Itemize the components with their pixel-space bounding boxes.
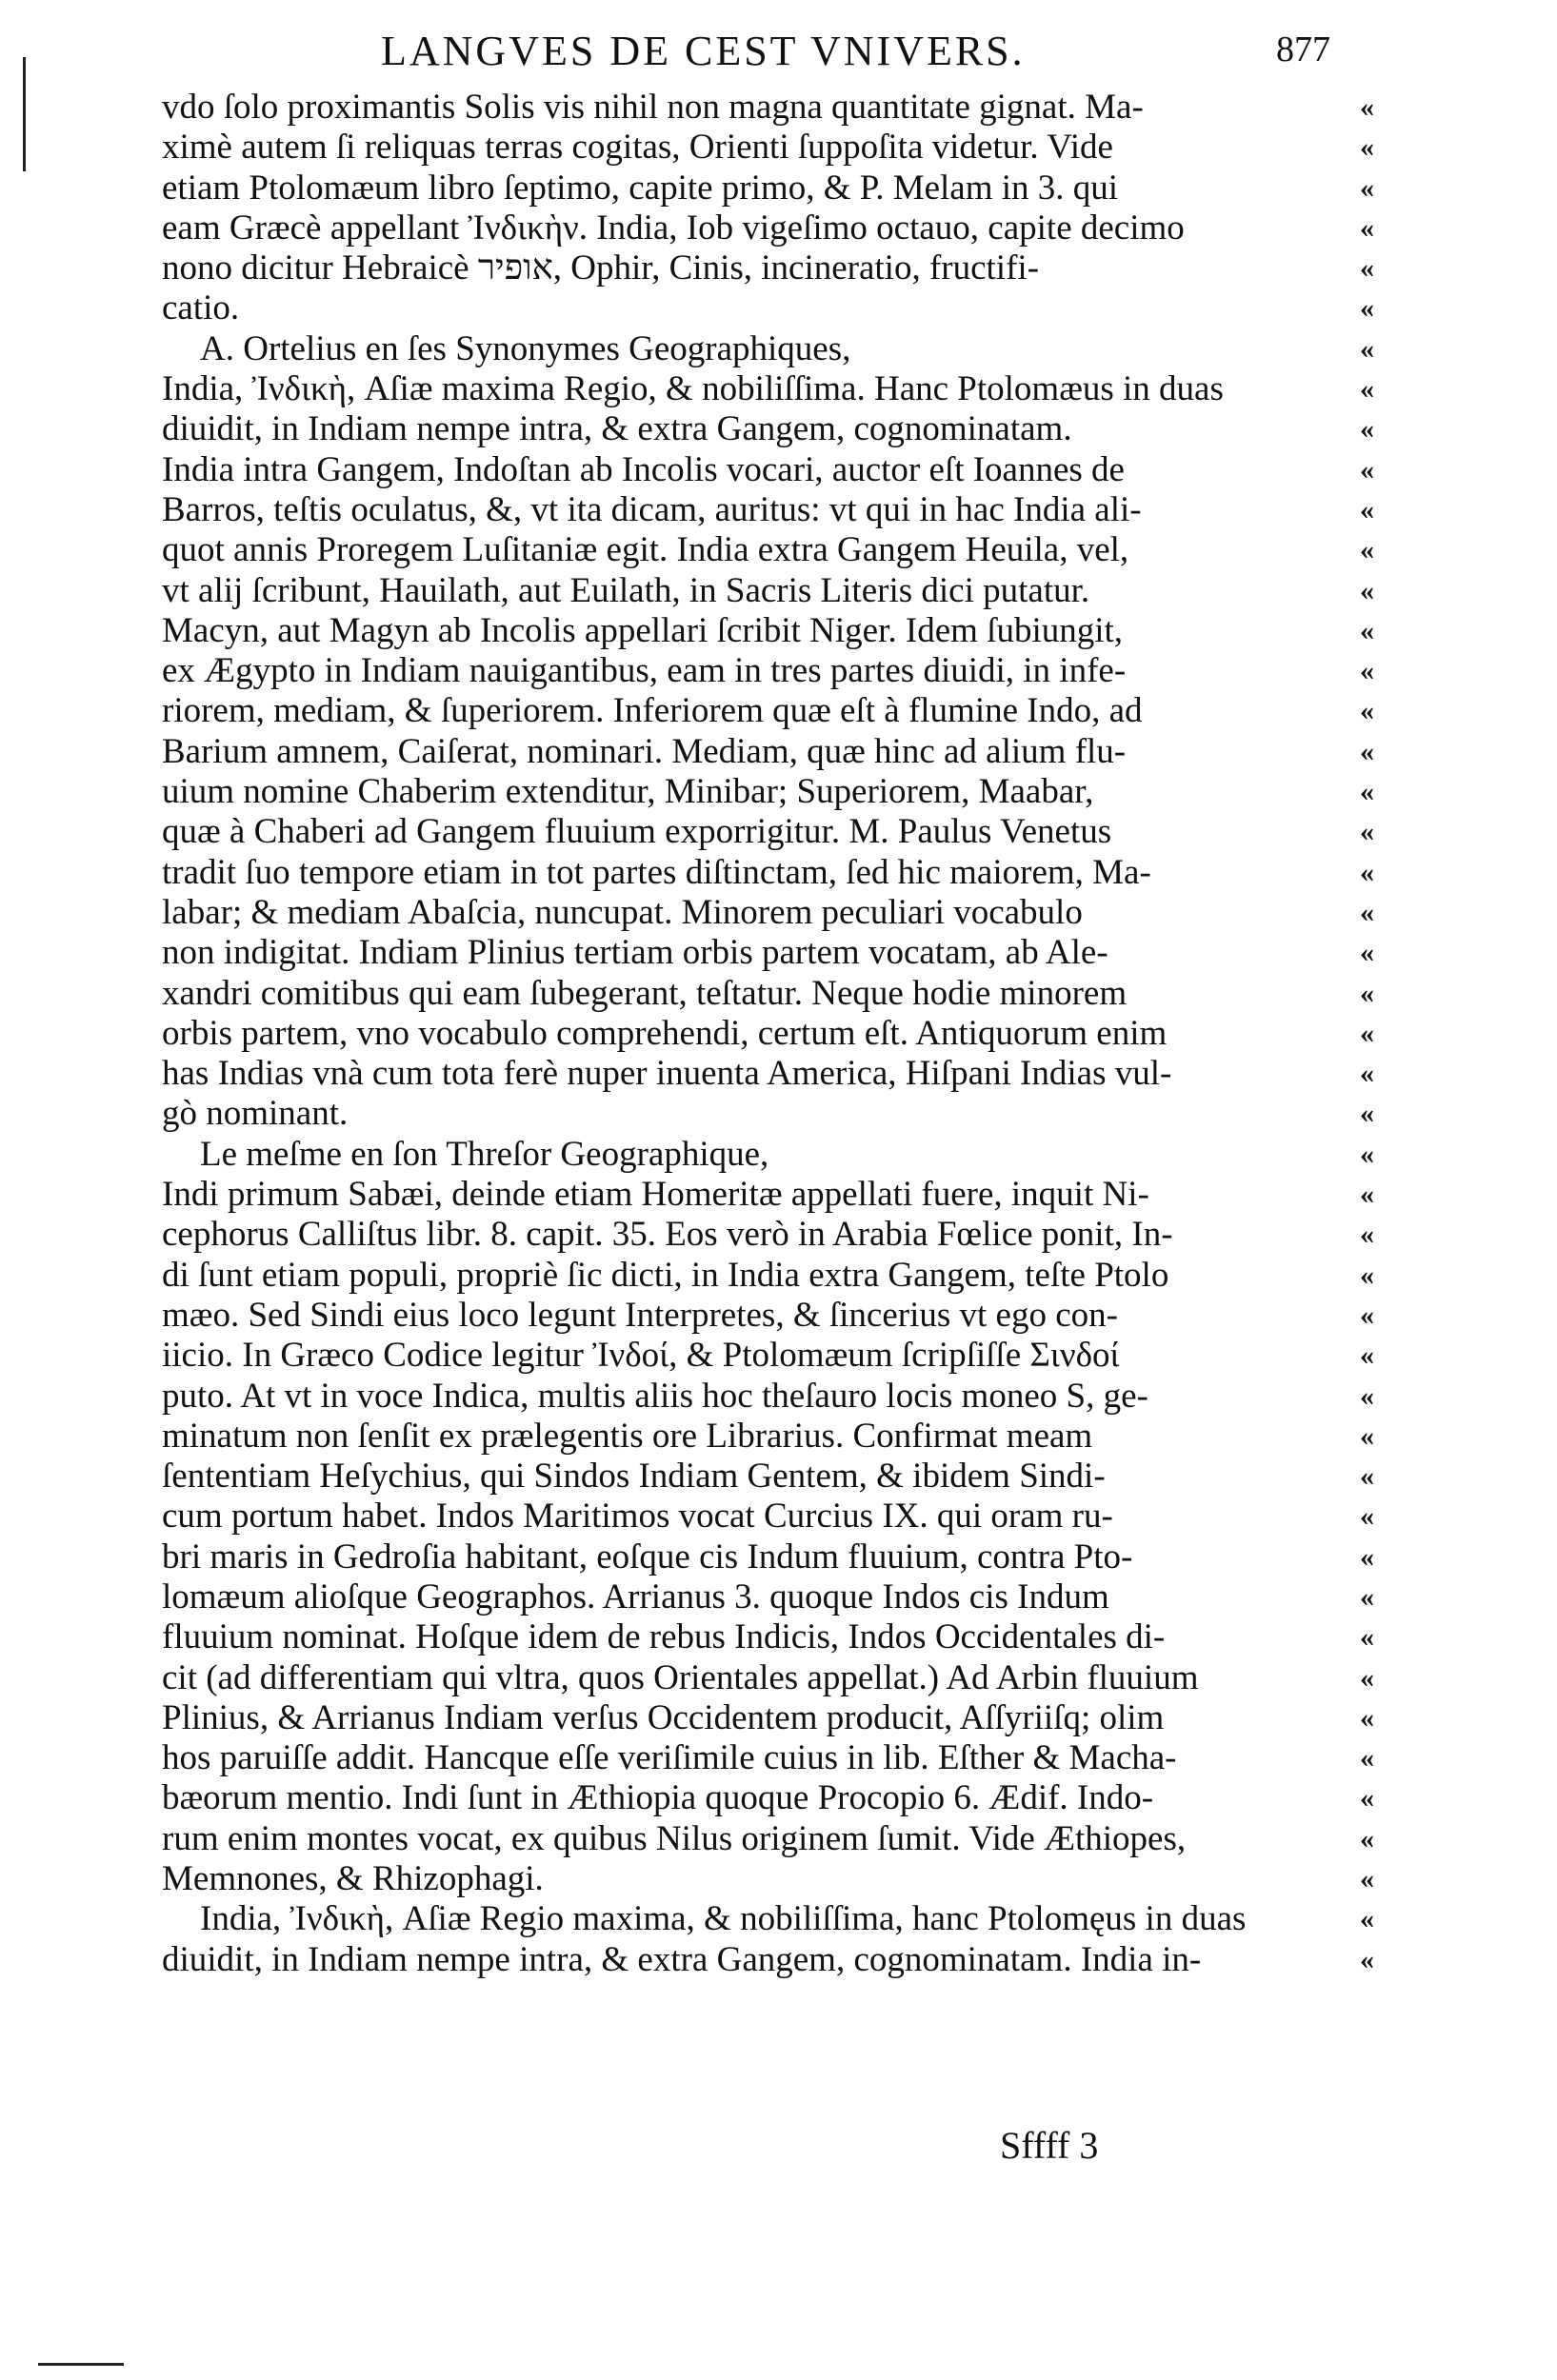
text-line: uium nomine Chaberim extenditur, Minibar; Superiorem, Maabar,	[162, 772, 1094, 812]
quote-mark: «	[1360, 1863, 1374, 1895]
text-line: minatum non ſenſit ex prælegentis ore Librarius. Confirmat meam	[162, 1416, 1093, 1456]
text-line: India, Ἰνδικὴ, Aſiæ maxima Regio, & nobiliſſima. Hanc Ptolomæus in duas	[162, 369, 1224, 409]
quote-mark: «	[1360, 413, 1374, 446]
text-line: vdo ſolo proximantis Solis vis nihil non magna quantitate gignat. Ma-	[162, 88, 1144, 127]
text-line: etiam Ptolomæum libro ſeptimo, capite primo, & P. Melam in 3. qui	[162, 168, 1119, 208]
quote-mark: «	[1360, 1701, 1374, 1734]
text-line: nono dicitur Hebraicè אופיר, Ophir, Cinis, incineratio, fructifi-	[162, 248, 1040, 288]
text-line: labar; & mediam Abaſcia, nuncupat. Minorem peculiari vocabulo	[162, 892, 1083, 932]
quote-mark: «	[1360, 1299, 1374, 1331]
body-text	[162, 88, 1352, 1980]
quote-mark: «	[1360, 131, 1374, 164]
text-line: eam Græcè appellant Ἰνδικὴν. India, Iob vigeſimo octauo, capite decimo	[162, 208, 1185, 248]
text-line: Plinius, & Arrianus Indiam verſus Occidentem producit, Aſſyriiſq; olim	[162, 1697, 1165, 1737]
text-line: iicio. In Græco Codice legitur Ἰνδοί, & Ptolomæum ſcripſiſſe Σινδοί	[162, 1336, 1120, 1376]
quote-mark: «	[1360, 1742, 1374, 1775]
text-line: orbis partem, vno vocabulo comprehendi, certum eſt. Antiquorum enim	[162, 1013, 1168, 1053]
text-line: cephorus Calliſtus libr. 8. capit. 35. Eos verò in Arabia Fœlice ponit, In-	[162, 1215, 1173, 1255]
text-line: quot annis Proregem Luſitaniæ egit. India extra Gangem Heuila, vel,	[162, 530, 1129, 570]
quote-mark: «	[1360, 816, 1374, 848]
quote-mark: «	[1360, 373, 1374, 406]
quote-mark: «	[1360, 1822, 1374, 1854]
text-line: Memnones, & Rhizophagi.	[162, 1859, 544, 1899]
text-line: hos paruiſſe addit. Hancque eſſe veriſimile cuius in lib. Eſther & Macha-	[162, 1738, 1177, 1778]
quote-mark: «	[1360, 534, 1374, 566]
text-line: rum enim montes vocat, ex quibus Nilus originem ſumit. Vide Æthiopes,	[162, 1818, 1187, 1858]
text-line: gò nominant.	[162, 1094, 349, 1134]
quote-mark: «	[1360, 896, 1374, 928]
quote-mark: «	[1360, 1621, 1374, 1654]
text-line: puto. At vt in voce Indica, multis aliis hoc theſauro locis moneo S, ge-	[162, 1376, 1148, 1416]
quote-mark: «	[1360, 1259, 1374, 1291]
text-line: non indigitat. Indiam Plinius tertiam orbis partem vocatam, ab Ale-	[162, 933, 1108, 973]
quote-mark: «	[1360, 776, 1374, 808]
text-line: tradit ſuo tempore etiam in tot partes diſtinctam, ſed hic maiorem, Ma-	[162, 852, 1151, 892]
quote-mark: «	[1360, 1058, 1374, 1090]
quote-mark: «	[1360, 91, 1374, 123]
text-line: Macyn, aut Magyn ab Incolis appellari ſcribit Niger. Idem ſubiungit,	[162, 610, 1124, 650]
quote-mark: «	[1360, 493, 1374, 526]
text-line: Indi primum Sabæi, deinde etiam Homeritæ appellati fuere, inquit Ni-	[162, 1175, 1149, 1215]
quote-mark: «	[1360, 574, 1374, 606]
quote-mark: «	[1360, 1782, 1374, 1815]
quote-mark: «	[1360, 1500, 1374, 1533]
quote-mark: «	[1360, 171, 1374, 204]
quote-mark: «	[1360, 1017, 1374, 1049]
text-line: ſententiam Heſychius, qui Sindos Indiam Gentem, & ibidem Sindi-	[162, 1457, 1106, 1497]
signature-mark: Sffff 3	[1000, 2124, 1099, 2167]
quote-mark: «	[1360, 1219, 1374, 1251]
section-heading: Le meſme en ſon Threſor Geographique,	[200, 1134, 769, 1174]
text-line: ex Ægypto in Indiam nauigantibus, eam in tres partes diuidi, in infe-	[162, 651, 1127, 691]
quote-mark: «	[1360, 453, 1374, 486]
quote-mark: «	[1360, 252, 1374, 285]
quote-mark: «	[1360, 211, 1374, 244]
text-line: fluuium nominat. Hoſque idem de rebus Indicis, Indos Occidentales di-	[162, 1617, 1166, 1657]
section-heading: A. Ortelius en ſes Synonymes Geographiques,	[200, 328, 851, 368]
quote-mark: «	[1360, 1661, 1374, 1694]
text-line: catio.	[162, 288, 240, 328]
text-line: diuidit, in Indiam nempe intra, & extra Gangem, cognominatam. India in-	[162, 1939, 1202, 1979]
text-line: bri maris in Gedroſia habitant, eoſque cis Indum fluuium, contra Pto-	[162, 1537, 1133, 1577]
text-line: India, Ἰνδικὴ, Aſiæ Regio maxima, & nobiliſſima, hanc Ptolomęus in duas	[200, 1899, 1247, 1939]
quote-mark: «	[1360, 1419, 1374, 1452]
text-line: ximè autem ſi reliquas terras cogitas, Orienti ſuppoſita videtur. Vide	[162, 128, 1113, 168]
text-line: di ſunt etiam populi, propriè ſic dicti, in India extra Gangem, teſte Ptolo	[162, 1255, 1169, 1295]
running-head: LANGVES DE CEST VNIVERS.	[381, 28, 1026, 74]
text-line: bæorum mentio. Indi ſunt in Æthiopia quoque Procopio 6. Ædif. Indo-	[162, 1778, 1154, 1818]
text-line: cit (ad differentiam qui vltra, quos Orientales appellat.) Ad Arbin fluuium	[162, 1657, 1199, 1697]
quote-mark: «	[1360, 1943, 1374, 1975]
quote-mark: «	[1360, 977, 1374, 1009]
left-margin-rule	[23, 57, 26, 171]
quote-mark: «	[1360, 1138, 1374, 1170]
text-line: xandri comitibus qui eam ſubegerant, teſtatur. Neque hodie minorem	[162, 973, 1128, 1013]
text-line: diuidit, in Indiam nempe intra, & extra Gangem, cognominatam.	[162, 409, 1072, 449]
quote-mark: «	[1360, 1379, 1374, 1412]
text-line: cum portum habet. Indos Maritimos vocat Curcius IX. qui oram ru-	[162, 1497, 1113, 1537]
quote-mark: «	[1360, 856, 1374, 888]
text-line: Barium amnem, Caiſerat, nominari. Mediam, quæ hinc ad alium flu-	[162, 731, 1127, 771]
quote-mark: «	[1360, 292, 1374, 325]
text-line: quæ à Chaberi ad Gangem fluuium exporrigitur. M. Paulus Venetus	[162, 812, 1112, 852]
text-line: lomæum alioſque Geographos. Arrianus 3. quoque Indos cis Indum	[162, 1577, 1109, 1616]
quote-mark: «	[1360, 937, 1374, 969]
bottom-rule	[38, 2363, 124, 2366]
text-line: mæo. Sed Sindi eius loco legunt Interpretes, & ſincerius vt ego con-	[162, 1295, 1118, 1335]
text-line: vt alij ſcribunt, Hauilath, aut Euilath, in Sacris Literis dici putatur.	[162, 570, 1090, 610]
marginal-quote-marks	[1360, 88, 1398, 1980]
quote-mark: «	[1360, 1903, 1374, 1935]
quote-mark: «	[1360, 614, 1374, 646]
text-line: India intra Gangem, Indoſtan ab Incolis vocari, auctor eſt Ioannes de	[162, 449, 1125, 489]
text-line: riorem, mediam, & ſuperiorem. Inferiorem quæ eſt à flumine Indo, ad	[162, 691, 1143, 731]
page-number: 877	[1276, 30, 1330, 69]
quote-mark: «	[1360, 1460, 1374, 1493]
quote-mark: «	[1360, 332, 1374, 365]
quote-mark: «	[1360, 695, 1374, 727]
text-line: Barros, teſtis oculatus, &, vt ita dicam, auritus: vt qui in hac India ali-	[162, 489, 1142, 529]
quote-mark: «	[1360, 1098, 1374, 1130]
quote-mark: «	[1360, 1339, 1374, 1372]
quote-mark: «	[1360, 735, 1374, 767]
quote-mark: «	[1360, 1179, 1374, 1211]
quote-mark: «	[1360, 655, 1374, 687]
text-line: has Indias vnà cum tota ferè nuper inuenta America, Hiſpani Indias vul-	[162, 1054, 1172, 1094]
quote-mark: «	[1360, 1540, 1374, 1573]
quote-mark: «	[1360, 1580, 1374, 1613]
